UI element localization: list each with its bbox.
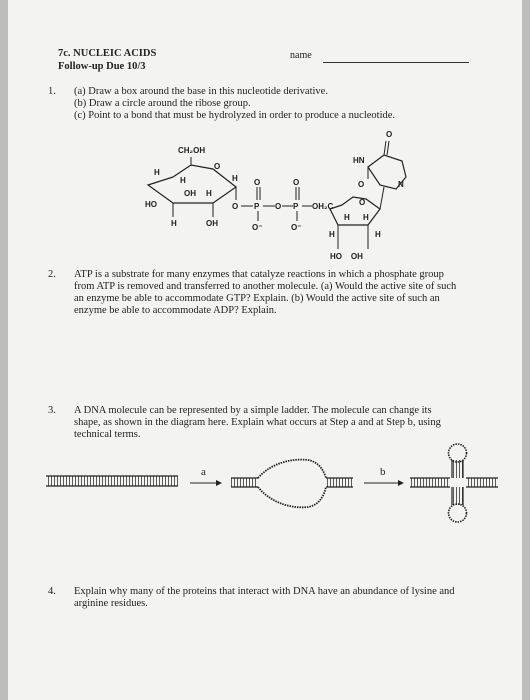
- step-a-arrow: [190, 480, 222, 486]
- o-minus-label: O⁻: [291, 223, 302, 232]
- dna-ladder-straight: [46, 476, 178, 486]
- ho-label: HO: [145, 200, 157, 209]
- h-label: H: [171, 219, 177, 228]
- hn-label: HN: [353, 156, 365, 165]
- q2-line-4: enzyme be able to accommodate ADP? Explain.: [74, 305, 277, 316]
- q1-line-c: (c) Point to a bond that must be hydrolyzed in order to produce a nucleotide.: [74, 110, 396, 121]
- q4-line-2: arginine residues.: [74, 598, 148, 609]
- oxygen-label: O: [293, 178, 300, 187]
- q4-line-1: Explain why many of the proteins that interact with DNA have an abundance of lysine and: [74, 586, 455, 597]
- ribose-ring-oxygen: O: [359, 198, 366, 207]
- step-b-arrow: [364, 480, 404, 486]
- h-label: H: [344, 213, 350, 222]
- step-b-label: b: [380, 466, 386, 478]
- phosphorus-2: P: [293, 202, 299, 211]
- oxygen-label: O: [358, 180, 365, 189]
- q1-line-b: (b) Draw a circle around the ribose group.: [74, 98, 251, 109]
- nitrogen-label: N: [398, 180, 404, 189]
- q1-number: 1.: [48, 86, 56, 97]
- name-blank-line: [323, 62, 469, 63]
- name-label: name: [290, 50, 312, 61]
- h-label: H: [180, 176, 186, 185]
- q3-line-3: technical terms.: [74, 429, 141, 440]
- q2-line-1: ATP is a substrate for many enzymes that catalyze reactions in which a phosphate group: [74, 269, 444, 280]
- q4-number: 4.: [48, 586, 56, 597]
- h-label: H: [329, 230, 335, 239]
- dna-cruciform: [410, 444, 498, 522]
- phosphorus-1: P: [254, 202, 260, 211]
- oh-label: OH: [206, 219, 218, 228]
- ho-oh-label: HO OH: [330, 252, 363, 261]
- q3-number: 3.: [48, 405, 56, 416]
- bridge-oxygen: O: [275, 202, 282, 211]
- h-label: H: [154, 168, 160, 177]
- bridge-oxygen: O: [232, 202, 239, 211]
- nucleotide-structure-diagram: [8, 125, 522, 265]
- h-label: H: [375, 230, 381, 239]
- h-label: H: [363, 213, 369, 222]
- ch2oh-label: CH₂OH: [178, 146, 206, 155]
- och2c-label: OH₂C: [312, 202, 334, 211]
- due-date: Follow-up Due 10/3: [58, 61, 146, 72]
- oxygen-label: O: [386, 130, 393, 139]
- step-a-label: a: [201, 466, 206, 478]
- h-label: H: [232, 174, 238, 183]
- q2-line-3: an enzyme be able to accommodate GTP? Explain. (b) Would the active site of such an: [74, 293, 440, 304]
- q3-line-1: A DNA molecule can be represented by a simple ladder. The molecule can change its: [74, 405, 432, 416]
- oh-label: OH: [184, 189, 196, 198]
- oxygen-label: O: [254, 178, 261, 187]
- h-label: H: [206, 189, 212, 198]
- dna-ladder-bubble: [231, 460, 353, 508]
- worksheet-title: 7c. NUCLEIC ACIDS: [58, 48, 157, 59]
- worksheet-page: [8, 0, 522, 700]
- q2-number: 2.: [48, 269, 56, 280]
- dna-shape-diagram: [8, 446, 522, 546]
- sugar-ring-oxygen: O: [214, 162, 221, 171]
- q3-line-2: shape, as shown in the diagram here. Explain what occurs at Step a and at Step b, using: [74, 417, 441, 428]
- o-minus-label: O⁻: [252, 223, 263, 232]
- q2-line-2: from ATP is removed and transferred to another molecule. (a) Would the active site of such: [74, 281, 457, 292]
- q1-line-a: (a) Draw a box around the base in this nucleotide derivative.: [74, 86, 328, 97]
